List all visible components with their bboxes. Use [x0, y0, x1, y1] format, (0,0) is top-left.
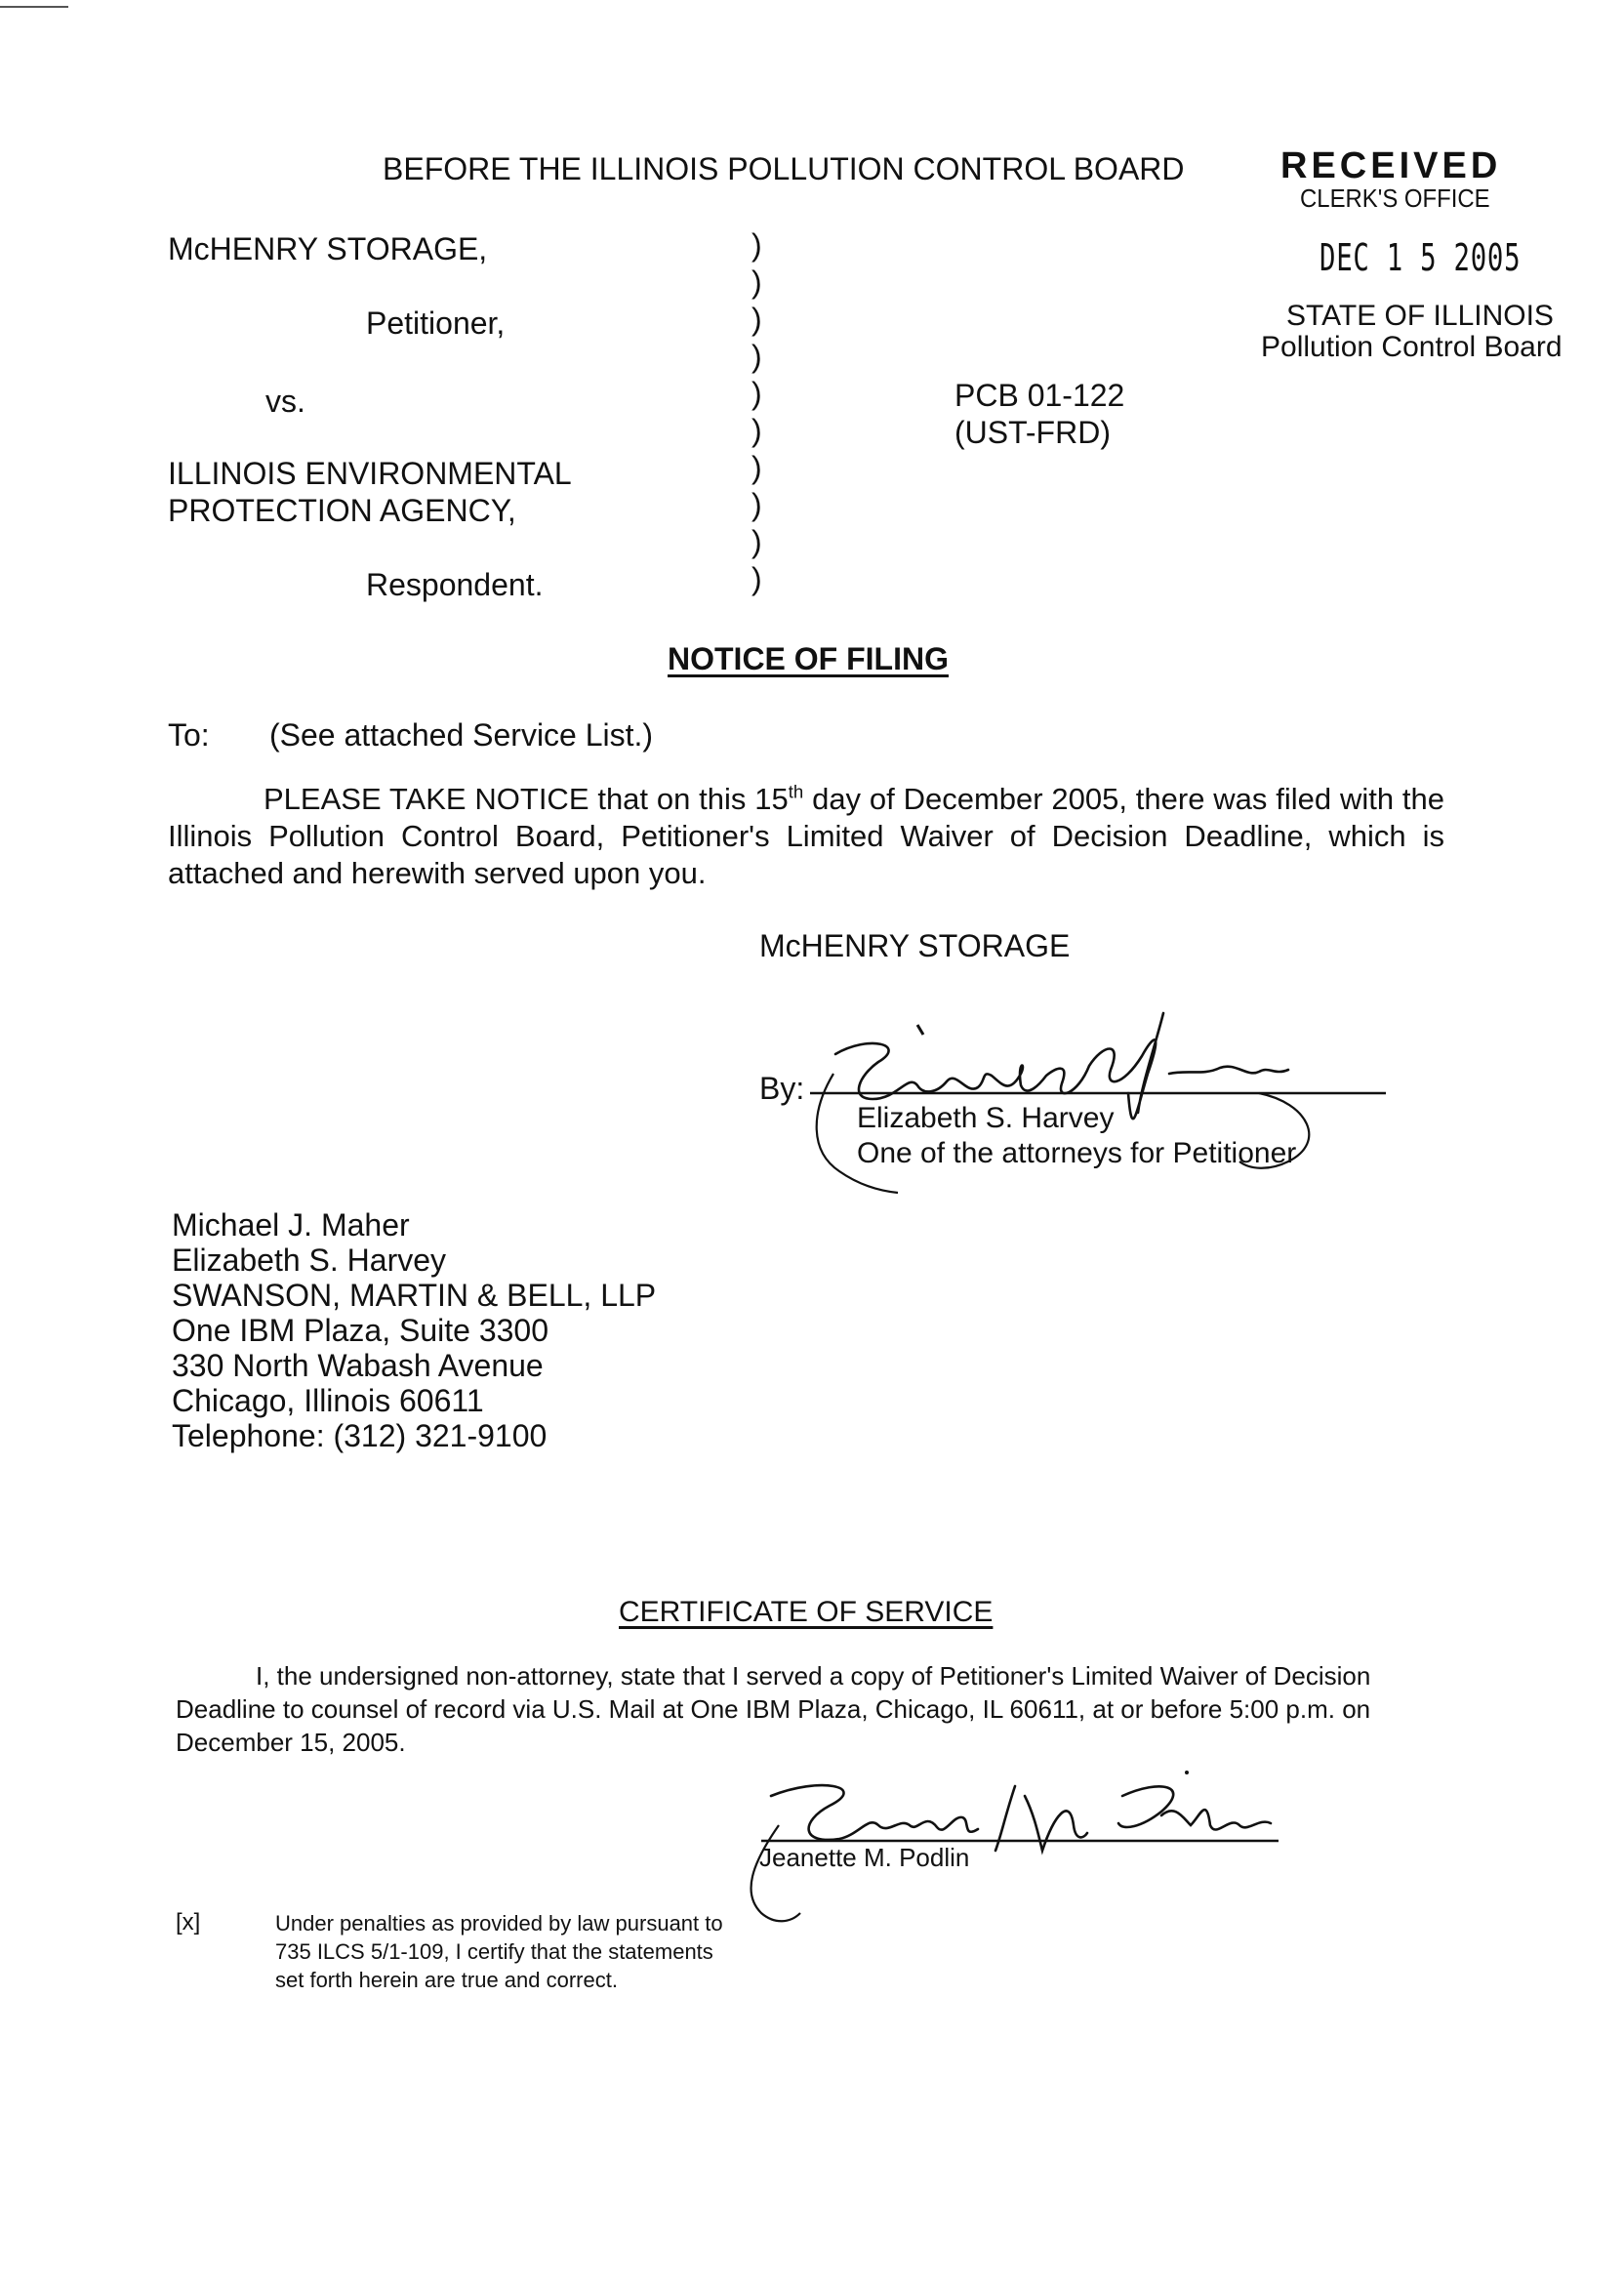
paren-2: ): [751, 265, 762, 300]
to-value: (See attached Service List.): [269, 717, 654, 753]
case-number: PCB 01-122: [954, 378, 1125, 413]
paren-7: ): [751, 450, 762, 485]
case-type: (UST-FRD): [954, 415, 1111, 450]
stamp-date: DEC 1 5 2005: [1320, 236, 1522, 279]
petitioner-name: McHENRY STORAGE,: [168, 231, 488, 266]
court-heading: BEFORE THE ILLINOIS POLLUTION CONTROL BOARD: [383, 151, 1185, 186]
counsel-line: One IBM Plaza, Suite 3300: [172, 1313, 548, 1348]
notice-body-post: day of December 2005, there was filed with the Illinois Pollution Control Board, Petitioner's Limited Waiver of Decision Deadline, which is attached and herewith served upon you.: [168, 782, 1444, 890]
paren-1: ): [751, 227, 762, 263]
stamp-office: CLERK'S OFFICE: [1300, 183, 1490, 213]
penalty-statement: Under penalties as provided by law pursuant to 735 ILCS 5/1-109, I certify that the statements set forth herein are true and correct.: [275, 1911, 723, 1992]
scan-mark: [0, 6, 68, 8]
paren-3: ): [751, 302, 762, 337]
counsel-line: SWANSON, MARTIN & BELL, LLP: [172, 1278, 657, 1313]
petitioner-role: Petitioner,: [366, 306, 506, 341]
stamp-state: STATE OF ILLINOIS: [1286, 300, 1554, 332]
to-label: To:: [168, 717, 210, 753]
notice-body: [168, 781, 1444, 892]
certifier-name: Jeanette M. Podlin: [759, 1843, 970, 1872]
caption-parentheses: [751, 226, 771, 597]
paren-10: ): [751, 561, 762, 596]
paren-5: ): [751, 376, 762, 411]
versus: vs.: [265, 384, 305, 419]
respondent-name-line1: ILLINOIS ENVIRONMENTAL: [168, 456, 572, 491]
notice-signer-name: Elizabeth S. Harvey: [857, 1102, 1115, 1134]
paren-9: ): [751, 524, 762, 559]
paren-6: ): [751, 413, 762, 448]
paren-4: ): [751, 339, 762, 374]
counsel-line: Michael J. Maher: [172, 1207, 410, 1243]
notice-title: NOTICE OF FILING: [668, 641, 949, 676]
notice-party: McHENRY STORAGE: [759, 928, 1071, 963]
respondent-name-line2: PROTECTION AGENCY,: [168, 493, 516, 528]
paren-8: ): [751, 487, 762, 522]
stamp-received: RECEIVED: [1280, 145, 1502, 186]
counsel-line: Telephone: (312) 321-9100: [172, 1418, 548, 1453]
counsel-line: Chicago, Illinois 60611: [172, 1383, 484, 1418]
certificate-body: [176, 1659, 1450, 1759]
notice-body-sup: th: [788, 781, 804, 802]
by-label: By:: [759, 1071, 805, 1106]
certificate-title: CERTIFICATE OF SERVICE: [619, 1596, 994, 1628]
counsel-line: 330 North Wabash Avenue: [172, 1348, 544, 1383]
notice-signer-title: One of the attorneys for Petitioner: [857, 1137, 1297, 1169]
notice-body-pre: PLEASE TAKE NOTICE that on this 15: [264, 782, 789, 816]
penalty-check: [x]: [176, 1909, 201, 1936]
stamp-board: Pollution Control Board: [1261, 331, 1563, 363]
certificate-body-text: I, the undersigned non-attorney, state that I served a copy of Petitioner's Limited Waiver of Decision Deadline to counsel of record via U.S. Mail at One IBM Plaza, Chicago, IL 60611, at or before 5:00 p.m. on December 15, 2005.: [176, 1661, 1371, 1757]
counsel-line: Elizabeth S. Harvey: [172, 1243, 447, 1278]
respondent-role: Respondent.: [366, 567, 544, 602]
